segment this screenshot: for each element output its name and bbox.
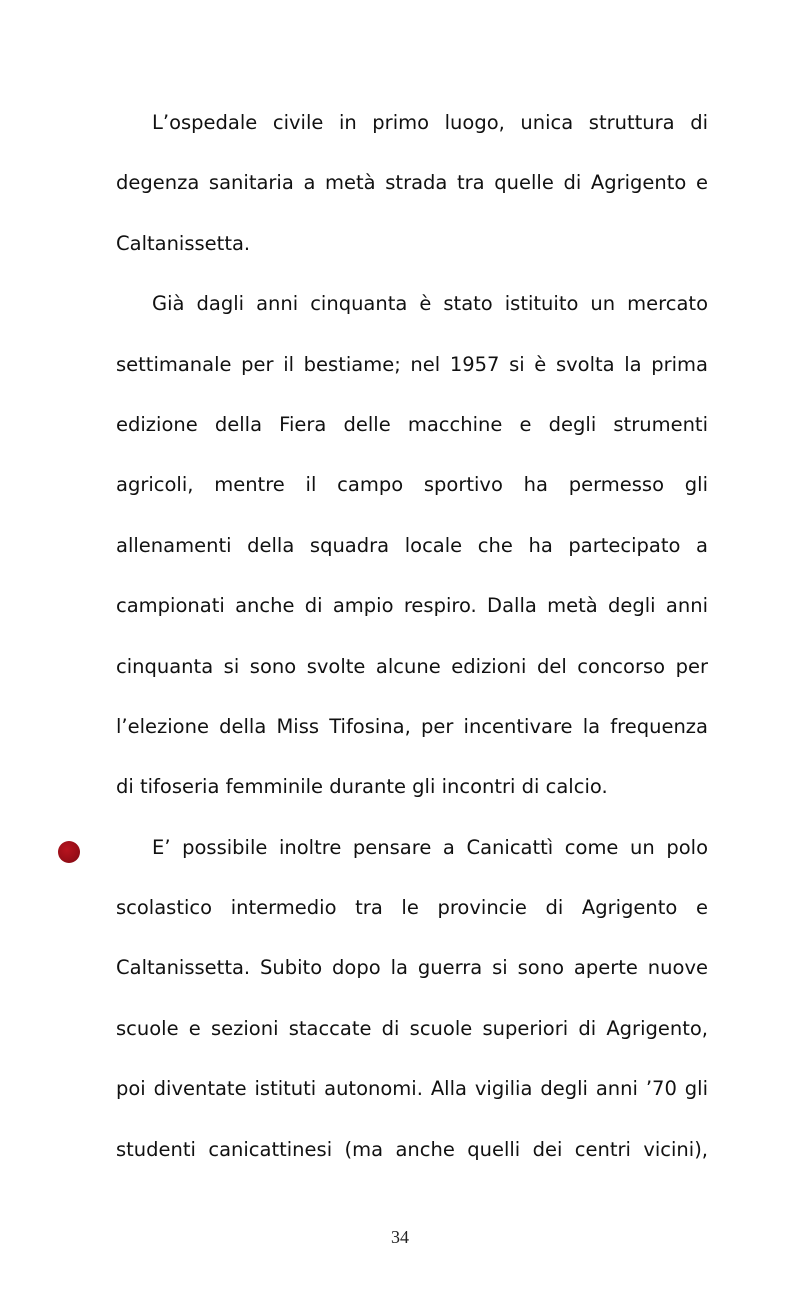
text-line: E’ possibile inoltre pensare a Canicattì come un polo xyxy=(152,835,708,859)
text-line: l’elezione della Miss Tifosina, per incentivare la frequenza xyxy=(116,714,708,738)
red-dot-marker-icon xyxy=(58,841,80,863)
text-line: degenza sanitaria a metà strada tra quelle di Agrigento e xyxy=(116,171,708,195)
text-line: L’ospedale civile in primo luogo, unica struttura di xyxy=(152,111,708,134)
text-line: scolastico intermedio tra le provincie di Agrigento e xyxy=(116,896,708,920)
text-line: di tifoseria femminile durante gli incontri di calcio. xyxy=(116,775,608,799)
text-line: Caltanissetta. xyxy=(116,231,251,255)
text-line: Caltanissetta. Subito dopo la guerra si sono aperte nuove xyxy=(116,956,708,980)
text-line: edizione della Fiera delle macchine e degli strumenti xyxy=(116,412,708,436)
text-line: campionati anche di ampio respiro. Dalla metà degli anni xyxy=(116,594,708,618)
text-line: poi diventate istituti autonomi. Alla vigilia degli anni ’70 gli xyxy=(116,1077,708,1101)
text-line: studenti canicattinesi (ma anche quelli dei centri vicini), xyxy=(116,1137,708,1161)
text-line: Già dagli anni cinquanta è stato istituito un mercato xyxy=(152,292,708,316)
text-line: cinquanta si sono svolte alcune edizioni del concorso per xyxy=(116,654,708,678)
body-text xyxy=(116,100,708,1187)
text-line: settimanale per il bestiame; nel 1957 si è svolta la prima xyxy=(116,352,708,376)
text-line: allenamenti della squadra locale che ha partecipato a xyxy=(116,533,708,557)
page-number: 34 xyxy=(391,1227,409,1247)
text-line: agricoli, mentre il campo sportivo ha permesso gli xyxy=(116,473,708,497)
text-line: scuole e sezioni staccate di scuole superiori di Agrigento, xyxy=(116,1016,708,1040)
